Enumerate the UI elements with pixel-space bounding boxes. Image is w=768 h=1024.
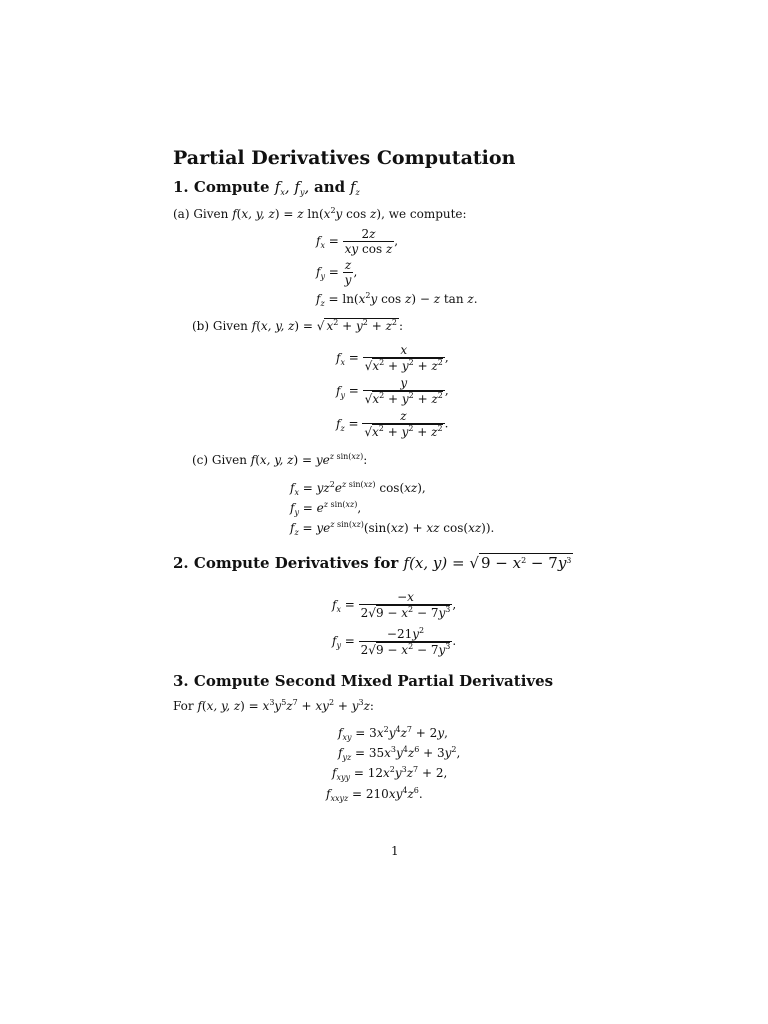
- eq-b-fy: $f_y$ = $\frac{y}{√x^2 + y^2 + z^2}$ ,: [336, 376, 449, 406]
- eq-2-fx: $f_x$ = $\frac{-x}{2√9 - x^2 - 7y^3}$ ,: [332, 590, 457, 620]
- eq-3-fxy: $f_{xy} = 3x^2y^4z^7 + 2y$,: [338, 725, 448, 742]
- section-2-heading: 2. Compute Derivatives for f(x, y) = √ $9 - x^2 - 7y^3$: [173, 554, 572, 572]
- eq-b-fx: $f_x$ = $\frac{x}{√x^2 + y^2 + z^2}$ ,: [336, 343, 449, 373]
- eq-c-fx: $f_x = yz^2e^{z sin(xz)}$ cos(xz),: [290, 480, 426, 497]
- eq-b-fz: $f_z$ = $\frac{z}{√x^2 + y^2 + z^2}$ .: [336, 409, 449, 439]
- eq-3-fxyy: $f_{xyy} = 12x^2y^3z^7 + 2$,: [332, 765, 448, 782]
- page-number: 1: [391, 844, 399, 858]
- eq-a-fy: $f_y$ = $\frac{z}{y}$ ,: [316, 258, 358, 287]
- page-title: Partial Derivatives Computation: [173, 147, 516, 169]
- eq-a-fx: $f_x$ = $\frac{2z}{\text{xy cos z}}$ ,: [316, 227, 399, 256]
- part-c-intro: (c) Given f(x, y, $z) = ye^{z sin(xz)}$:: [192, 452, 368, 467]
- part-b-intro: (b) Given f(x, y, z) = √ $x^2 + y^2 + z^2$ :: [192, 318, 404, 333]
- eq-3-fxxyz: $f_{xxyz} = 210xy^4z^6$.: [326, 786, 423, 803]
- eq-2-fy: $f_y$ = $\frac{-21y^2}{2√9 - x^2 - 7y^3}$ .: [332, 626, 457, 657]
- part-a-intro: (a) Given f(x, y, z) = z $\ln(x^2y$ cos z), we compute:: [173, 206, 467, 221]
- section-3-intro: For f(x, y, $z) = x^3y^5z^7 + xy^2 + y^3z$:: [173, 698, 374, 713]
- section-1-heading: 1. Compute $f_x$, $f_y$, and $f_z$: [173, 178, 360, 197]
- eq-c-fy: $f_y = e^{z sin(xz)}$,: [290, 500, 362, 517]
- eq-3-fyz: $f_{yz} = 35x^3y^4z^6 + 3y^2$,: [338, 745, 461, 762]
- section-3-heading: 3. Compute Second Mixed Partial Derivatives: [173, 672, 554, 690]
- eq-c-fz: $f_z = ye^{z sin(xz)}(\sin(xz)$ + xz cos(xz)).: [290, 520, 495, 537]
- eq-a-fz: $f_z = \ln(x^2y$ cos z) − z tan z.: [316, 291, 478, 308]
